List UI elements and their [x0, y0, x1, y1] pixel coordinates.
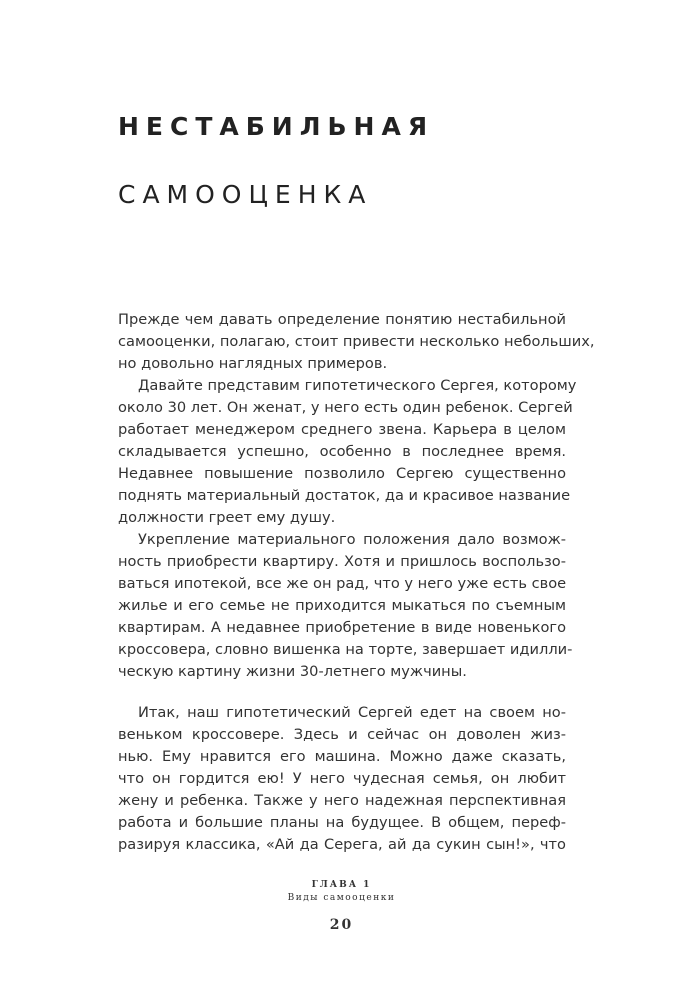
paragraph-2-line: Давайте представим гипотетического Сергея, которому	[138, 377, 577, 394]
paragraph-3-line: Укрепление материального положения дало возмож-	[138, 531, 566, 548]
paragraph-3-line: кроссовера, словно вишенка на торте, завершает идилли-	[118, 641, 573, 658]
paragraph-4-line: Итак, наш гипотетический Сергей едет на своем но-	[138, 704, 566, 721]
paragraph-3-line: жилье и его семье не приходится мыкаться по съемным	[118, 597, 566, 614]
paragraph-1-line: но довольно наглядных примеров.	[118, 355, 388, 372]
paragraph-2-line: складывается успешно, особенно в последнее время.	[118, 443, 566, 460]
running-footer-title: Виды самооценки	[287, 893, 396, 903]
running-footer-chapter: ГЛАВА 1	[311, 880, 372, 890]
paragraph-4-line: нью. Ему нравится его машина. Можно даже сказать,	[118, 748, 566, 765]
paragraph-4-line: что он гордится ею! У него чудесная семья, он любит	[118, 770, 566, 787]
paragraph-2-line: около 30 лет. Он женат, у него есть один ребенок. Сергей	[118, 399, 573, 416]
paragraph-4-line: работа и большие планы на будущее. В общем, переф-	[118, 814, 566, 831]
paragraph-2-line: Недавнее повышение позволило Сергею существенно	[118, 465, 566, 482]
chapter-heading-line-1: НЕСТАБИЛЬНАЯ	[118, 112, 435, 141]
paragraph-1-line: Прежде чем давать определение понятию нестабильной	[118, 311, 566, 328]
page-number: 20	[329, 917, 354, 933]
paragraph-2-line: работает менеджером среднего звена. Карьера в целом	[118, 421, 566, 438]
paragraph-3-line: квартирам. А недавнее приобретение в виде новенького	[118, 619, 566, 636]
paragraph-1-line: самооценки, полагаю, стоит привести несколько небольших,	[118, 333, 595, 350]
paragraph-3-line: ваться ипотекой, все же он рад, что у него уже есть свое	[118, 575, 567, 592]
paragraph-2-line: должности греет ему душу.	[118, 509, 336, 526]
paragraph-3-line: ческую картину жизни 30-летнего мужчины.	[118, 663, 467, 680]
chapter-heading-line-2: САМООЦЕНКА	[118, 180, 373, 209]
paragraph-4-line: разируя классика, «Ай да Серега, ай да сукин сын!», что	[118, 836, 566, 853]
paragraph-3-line: ность приобрести квартиру. Хотя и пришлось воспользо-	[118, 553, 566, 570]
paragraph-2-line: поднять материальный достаток, да и красивое название	[118, 487, 571, 504]
paragraph-4-line: жену и ребенка. Также у него надежная перспективная	[118, 792, 566, 809]
paragraph-4-line: веньком кроссовере. Здесь и сейчас он доволен жиз-	[118, 726, 566, 743]
